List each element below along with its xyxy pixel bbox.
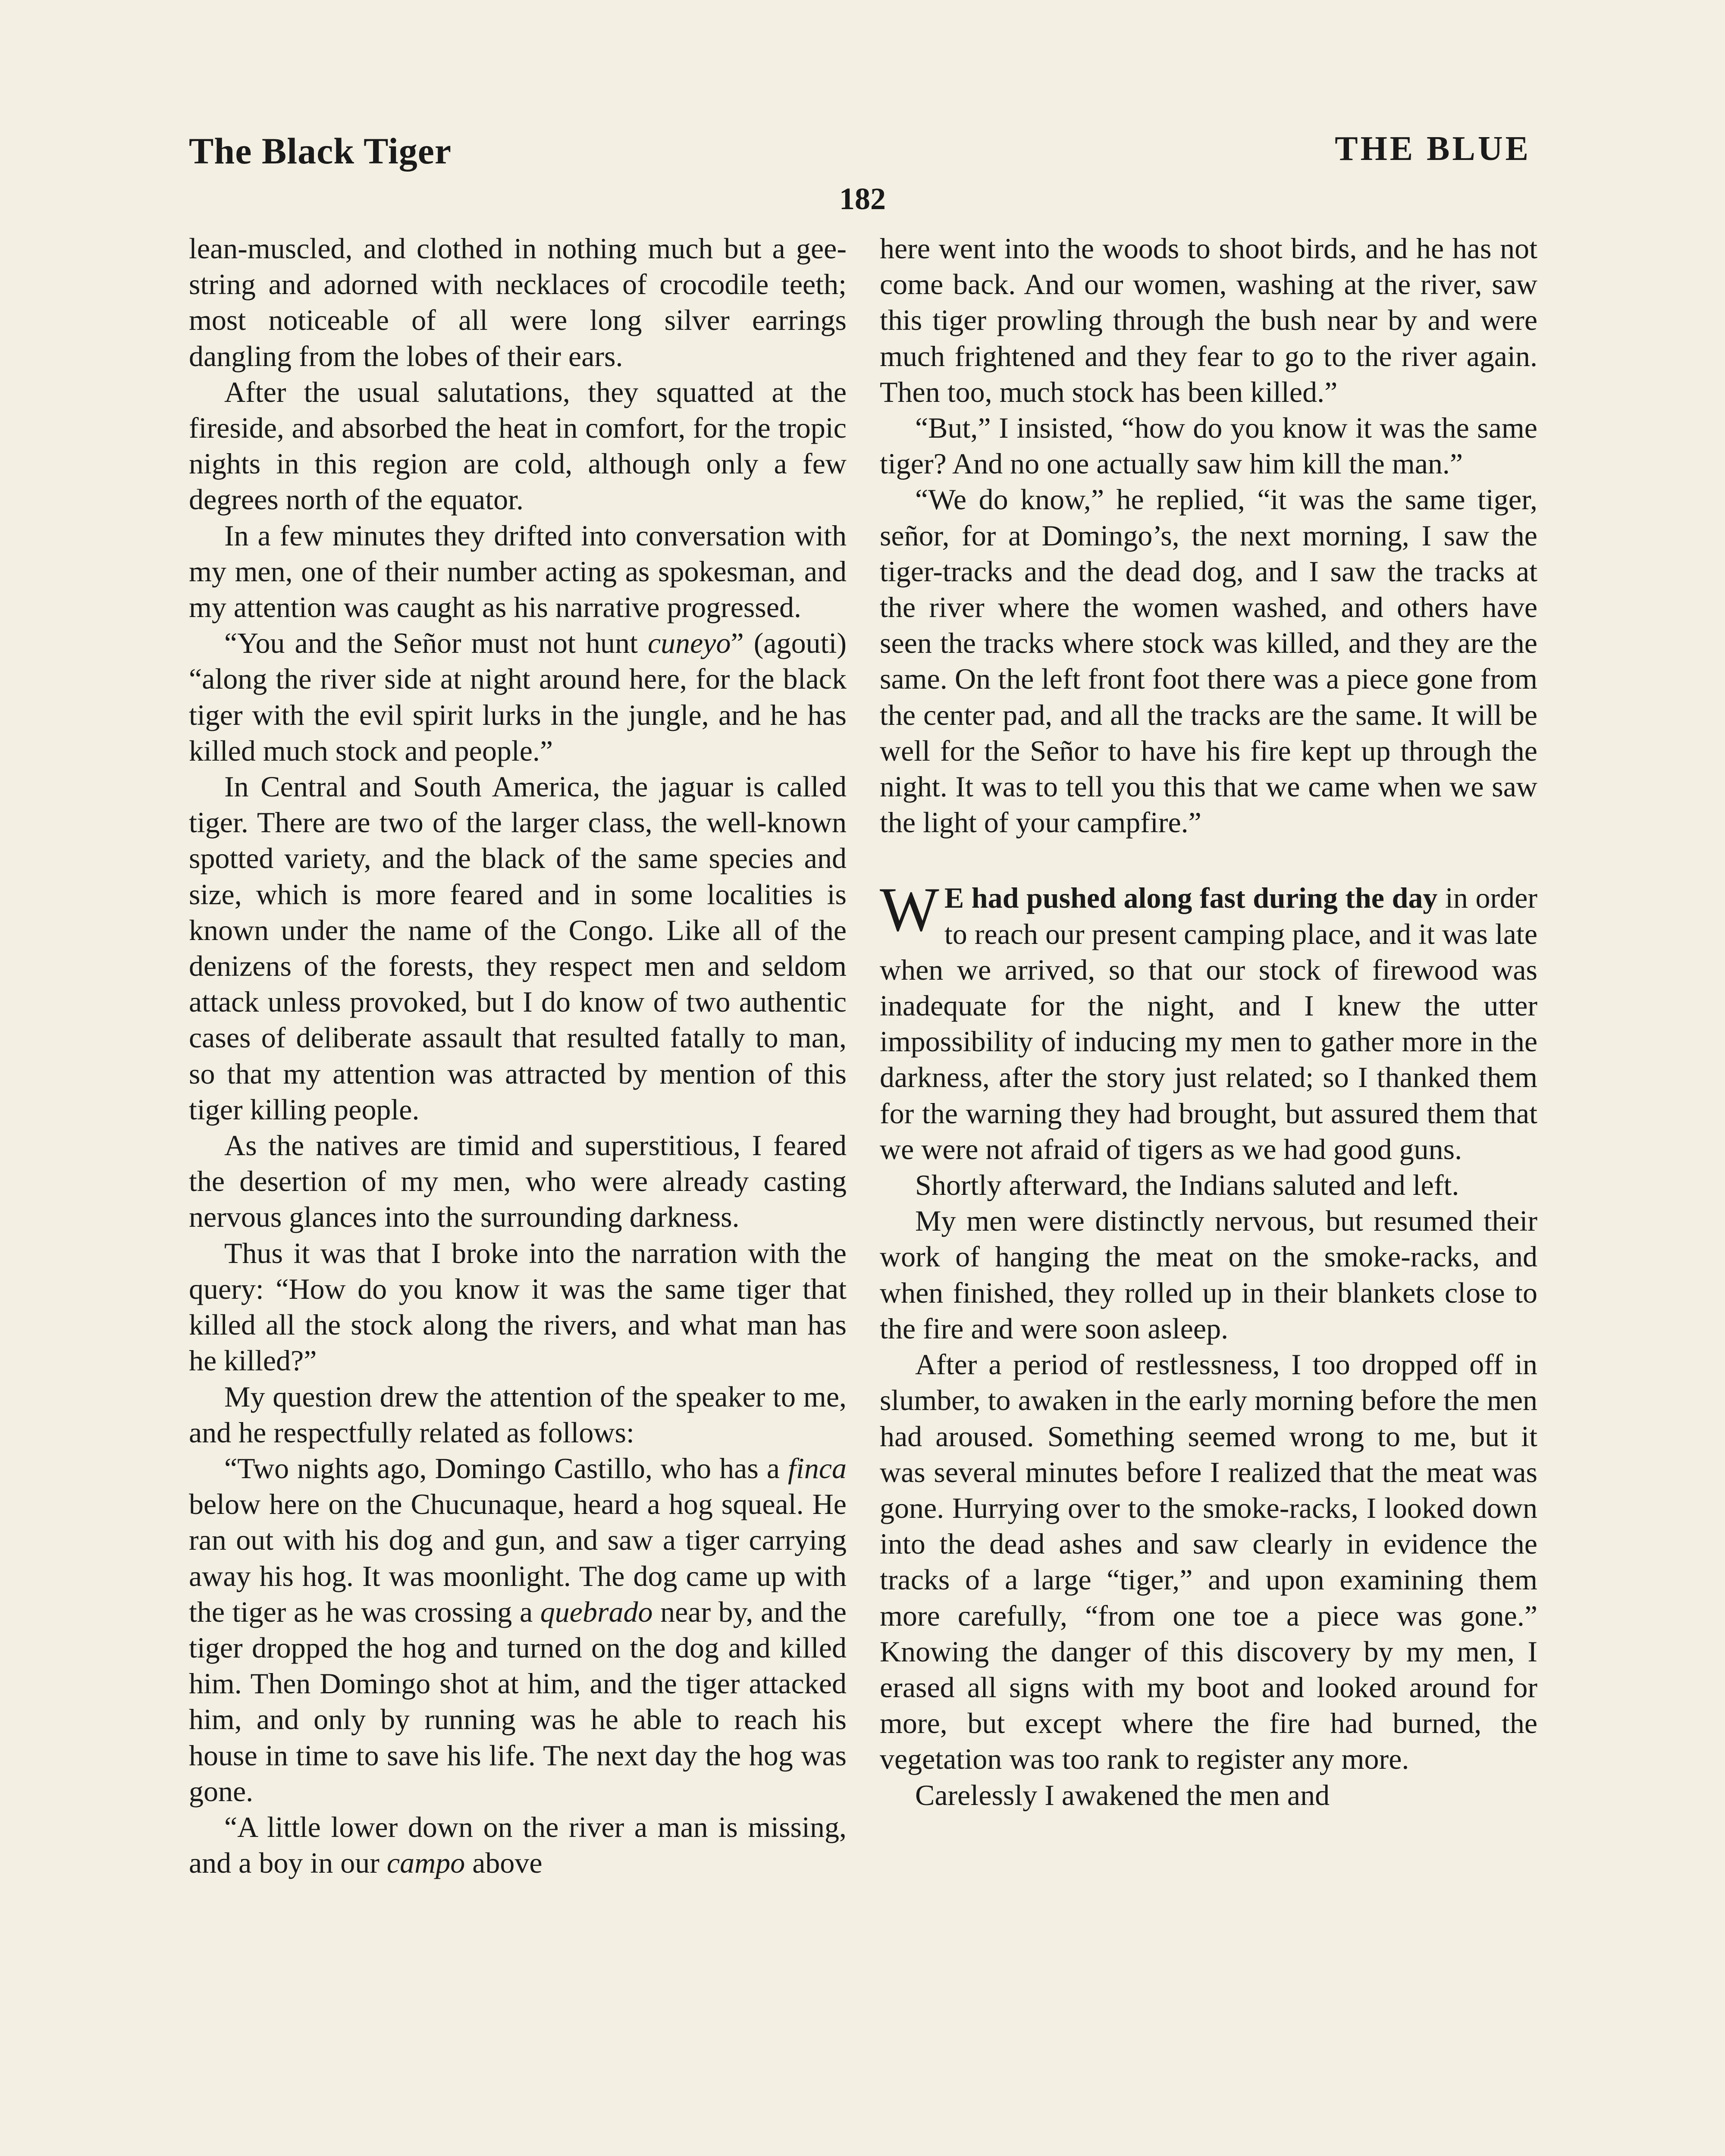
paragraph — [189, 1809, 847, 1881]
paragraph: Thus it was that I broke into the narration with the query: “How do you know it was the same tiger that killed all the stock along the rivers, and what man has he killed?” — [189, 1236, 847, 1377]
right-column — [880, 231, 1537, 1813]
italic-term: cuneyo — [647, 627, 731, 660]
left-column — [189, 231, 847, 1881]
paragraph: Carelessly I awakened the men and — [915, 1778, 1330, 1811]
text-run: in order to reach our present camping place, and it was late when we arrived, so that our stock of firewood was inadequate for the night, and I knew the utter impossibility of inducing my men to gather more in the darkness, after the story just related; so I thanked them for the warning they had brought, but assured them that we were not afraid of tigers as we had good guns. — [880, 881, 1537, 1166]
paragraph: here went into the woods to shoot birds, and he has not come back. And our women, washing at the river, saw this tiger prowling through the bush near by and were much frightened and they fear to go to the river again. Then too, much stock has been killed.” — [880, 232, 1537, 408]
magazine-name: THE BLUE — [1335, 130, 1531, 168]
text-run: above — [465, 1846, 543, 1880]
text-run: below here on the Chucunaque, heard a hog squeal. He ran out with his dog and gun, and saw a tiger carrying away his hog. It was moonlight. The dog came up with the tiger as he was crossing a — [189, 1488, 847, 1628]
text-run: ” (agouti) “along the river side at night around here, for the black tiger with the evil spirit lurks in the jungle, and he has killed much stock and people.” — [189, 627, 847, 767]
paragraph — [189, 1451, 847, 1809]
paragraph: “We do know,” he replied, “it was the same tiger, señor, for at Domingo’s, the next morning, I saw the tiger-tracks and the dead dog, and I saw the tracks at the river where the women washed, and others have seen the tracks where stock was killed, and they are the same. On the left front foot there was a piece gone from the center pad, and all the tracks are the same. It will be well for the Señor to have his fire kept up through the night. It was to tell you this that we came when we saw the light of your campfire.” — [880, 483, 1537, 839]
section-break — [880, 840, 1537, 880]
paragraph: “But,” I insisted, “how do you know it was the same tiger? And no one actually saw him kill the man.” — [880, 411, 1537, 480]
text-run: near by, and the tiger dropped the hog and turned on the dog and killed him. Then Domingo shot at him, and the tiger attacked him, and only by running was he able to reach his house in time to save his life. The next day the hog was gone. — [189, 1595, 847, 1808]
lead-in-text: E had pushed along fast during the day — [944, 881, 1438, 915]
italic-term: quebrado — [540, 1595, 653, 1628]
paragraph: As the natives are timid and superstitious, I feared the desertion of my men, who were already casting nervous glances into the surrounding darkness. — [189, 1129, 847, 1234]
paragraph: In Central and South America, the jaguar is called tiger. There are two of the larger class, the well-known spotted variety, and the black of the same species and size, which is more feared and in some localities is known under the name of the Congo. Like all of the denizens of the forests, they respect men and seldom attack unless provoked, but I do know of two authentic cases of deliberate assault that resulted fatally to man, so that my attention was attracted by mention of this tiger killing people. — [189, 770, 847, 1126]
paragraph: Shortly afterward, the Indians saluted and left. — [915, 1169, 1459, 1202]
italic-term: campo — [386, 1846, 465, 1880]
page-number: 182 — [839, 182, 886, 216]
paragraph: After a period of restlessness, I too dropped off in slumber, to awaken in the early morning before the men had aroused. Something seemed wrong to me, but it was several minutes before I realized that the meat was gone. Hurrying over to the smoke-racks, I looked down into the dead ashes and saw clearly in evidence the tracks of a large “tiger,” and upon examining them more carefully, “from one toe a piece was gone.” Knowing the danger of this discovery by my men, I erased all signs with my boot and looked around for more, but except where the fire had burned, the vegetation was too rank to register any more. — [880, 1348, 1537, 1776]
drop-cap: W — [880, 874, 939, 945]
paragraph — [189, 625, 847, 769]
paragraph: lean-muscled, and clothed in nothing much but a gee-string and adorned with necklaces of crocodile teeth; most noticeable of all were long silver earrings dangling from the lobes of their ears. — [189, 232, 847, 373]
text-run: “You and the Señor must not hunt — [224, 627, 648, 660]
paragraph: In a few minutes they drifted into conversation with my men, one of their number acting as spokesman, and my attention was caught as his narrative progressed. — [189, 519, 847, 624]
text-run: “A little lower down on the river a man is missing, and a boy in our — [189, 1810, 847, 1880]
italic-term: finca — [788, 1451, 847, 1485]
text-run: “Two nights ago, Domingo Castillo, who has a — [224, 1451, 788, 1485]
paragraph: My men were distinctly nervous, but resumed their work of hanging the meat on the smoke-racks, and when finished, they rolled up in their blankets close to the fire and were soon asleep. — [880, 1204, 1537, 1345]
paragraph — [880, 874, 1537, 1167]
paragraph: My question drew the attention of the speaker to me, and he respectfully related as follows: — [189, 1380, 847, 1449]
paragraph: After the usual salutations, they squatted at the fireside, and absorbed the heat in comfort, for the tropic nights in this region are cold, although only a few degrees north of the equator. — [189, 375, 847, 516]
running-title: The Black Tiger — [189, 130, 452, 172]
